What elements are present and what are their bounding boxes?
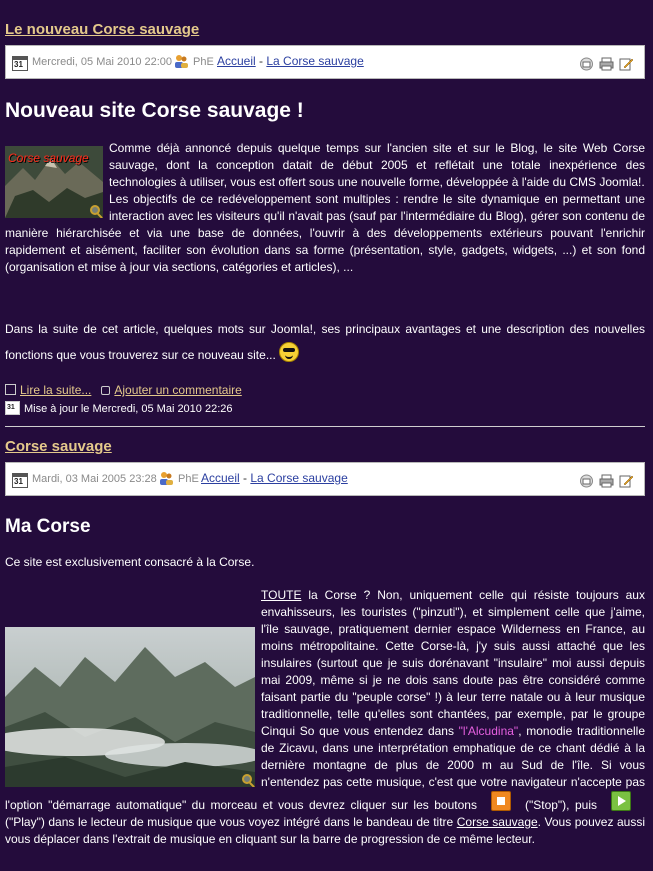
breadcrumb-home-link[interactable]: Accueil	[217, 54, 256, 68]
breadcrumb	[201, 471, 348, 485]
stop-label: ("Stop"), puis	[524, 798, 597, 812]
alcudina-link[interactable]: "l'Alcudina"	[458, 724, 519, 738]
article-body	[5, 140, 645, 276]
toute-link[interactable]: TOUTE	[261, 588, 302, 602]
play-icon	[611, 791, 631, 811]
article-title: Ma Corse	[5, 516, 91, 537]
calendar-icon: 31	[12, 56, 28, 71]
article-date: Mardi, 03 Mai 2005 23:28	[32, 473, 157, 485]
article-category-link[interactable]: Corse sauvage	[5, 438, 112, 455]
zoom-icon[interactable]	[242, 774, 252, 784]
article-paragraph-1: Comme déjà annoncé depuis quelque temps sur l'ancien site et sur le Blog, le site Web Corse sauvage, dont la conception datait de début 2005 et reflétait une totale inexpérience des technologies à utiliser, vous est offert sous une nouvelle forme, développée à l'aide du CMS Joomla!.	[109, 141, 645, 189]
article-thumbnail[interactable]	[5, 146, 103, 218]
calendar-icon: 31	[12, 473, 28, 488]
article-paragraph-3-wrap	[5, 317, 645, 368]
article-links	[5, 383, 242, 397]
read-more-link[interactable]: Lire la suite...	[20, 383, 92, 397]
article-date: Mercredi, 05 Mai 2010 22:00	[32, 56, 173, 68]
play-label: ("Play") dans le lecteur de musique que vous voyez intégré dans le bandeau de titre	[5, 815, 457, 829]
article-author: PhE	[178, 473, 199, 485]
print-icon[interactable]	[599, 57, 614, 71]
updated-info	[5, 401, 233, 415]
stop-icon	[491, 791, 511, 811]
banner-title-link[interactable]: Corse sauvage	[456, 815, 538, 829]
article-category-link[interactable]: Le nouveau Corse sauvage	[5, 21, 200, 38]
zoom-icon[interactable]	[90, 205, 100, 215]
users-icon	[173, 53, 189, 69]
article-body	[5, 587, 645, 871]
breadcrumb-separator: -	[255, 54, 267, 68]
article-title: Nouveau site Corse sauvage !	[5, 99, 304, 122]
article-intro: Ce site est exclusivement consacré à la Corse.	[5, 555, 255, 569]
article-divider	[5, 426, 645, 427]
article-photo[interactable]	[5, 627, 255, 787]
users-icon	[158, 470, 174, 486]
edit-icon[interactable]	[619, 474, 634, 488]
email-icon[interactable]	[579, 474, 594, 488]
breadcrumb-section-link[interactable]: La Corse sauvage	[266, 54, 364, 68]
article-paragraph-2: Les objectifs de ce redéveloppement sont multiples : rendre le site dynamique en permettant une interaction avec les visiteurs qu'il n'avait pas (sauf par l'intermédiaire du Blog), gérer son contenu de manière hiérarchisée et via une base de données, l'ouvrir à des développements extérieurs pouvant l'enrichir rapidement et aisément, faciliter son évolution dans sa forme (présentation, style, gadgets, widgets, ...) et son fond (organisation et mise à jour via sections, catégories et articles), ...	[5, 192, 645, 274]
add-comment-link[interactable]: Ajouter un commentaire	[114, 383, 242, 397]
body-part-b: , monodie traditionnelle de Zicavu, dans une interprétation emphatique de ce chant dédié à la dernière montagne de plus de 2000 m au Sud de l'île. Si vous n'entendez pas cette musique, c'est que votre navigateur n'accepte pas l'option "démarrage automatique" du morceau et vous devrez cliquer sur les boutons	[5, 724, 645, 812]
breadcrumb-home-link[interactable]: Accueil	[201, 471, 240, 485]
article-paragraph-3: Dans la suite de cet article, quelques mots sur Joomla!, ses principaux avantages et une description des nouvelles fonctions que vous trouverez sur ce nouveau site...	[5, 322, 645, 362]
article-info-bar	[5, 462, 645, 496]
breadcrumb-separator: -	[239, 471, 251, 485]
article-author: PhE	[193, 56, 214, 68]
calendar-icon: 31	[5, 401, 20, 415]
edit-icon[interactable]	[619, 57, 634, 71]
thumbnail-caption: Corse sauvage	[8, 151, 89, 165]
updated-text: Mise à jour le Mercredi, 05 Mai 2010 22:26	[24, 403, 233, 415]
print-icon[interactable]	[599, 474, 614, 488]
comment-icon	[101, 386, 110, 395]
breadcrumb-section-link[interactable]: La Corse sauvage	[250, 471, 348, 485]
article-info-bar	[5, 45, 645, 79]
email-icon[interactable]	[579, 57, 594, 71]
breadcrumb	[217, 54, 364, 68]
body-part-a: la Corse ? Non, uniquement celle qui résiste toujours aux envahisseurs, les touristes ("pinzuti"), et simplement celle que j'aime, l'île sauvage, pratiquement dernier espace Wilderness en France, au moins métropolitaine. Cette Corse-là, j'y suis aussi attaché que les insulaires (surtout que je suis dorénavant "insulaire" moi aussi depuis mai 2009, même si je ne dois sans doute pas être considéré comme faisant partie du "peuple corse" !) à leur terre natale ou à leur musique traditionnelle, telle qu'elles sont chantées, par exemple, par le groupe Cinqui So que vous entendez dans	[261, 588, 645, 738]
mountain-fog-image	[5, 627, 255, 787]
body-part-c: . Vous pouvez aussi vous déplacer dans l'extrait de musique en cliquant sur la barre de progression de ce même lecteur.	[5, 815, 645, 846]
sunglasses-smiley-icon	[279, 342, 299, 362]
read-more-icon	[5, 384, 16, 395]
